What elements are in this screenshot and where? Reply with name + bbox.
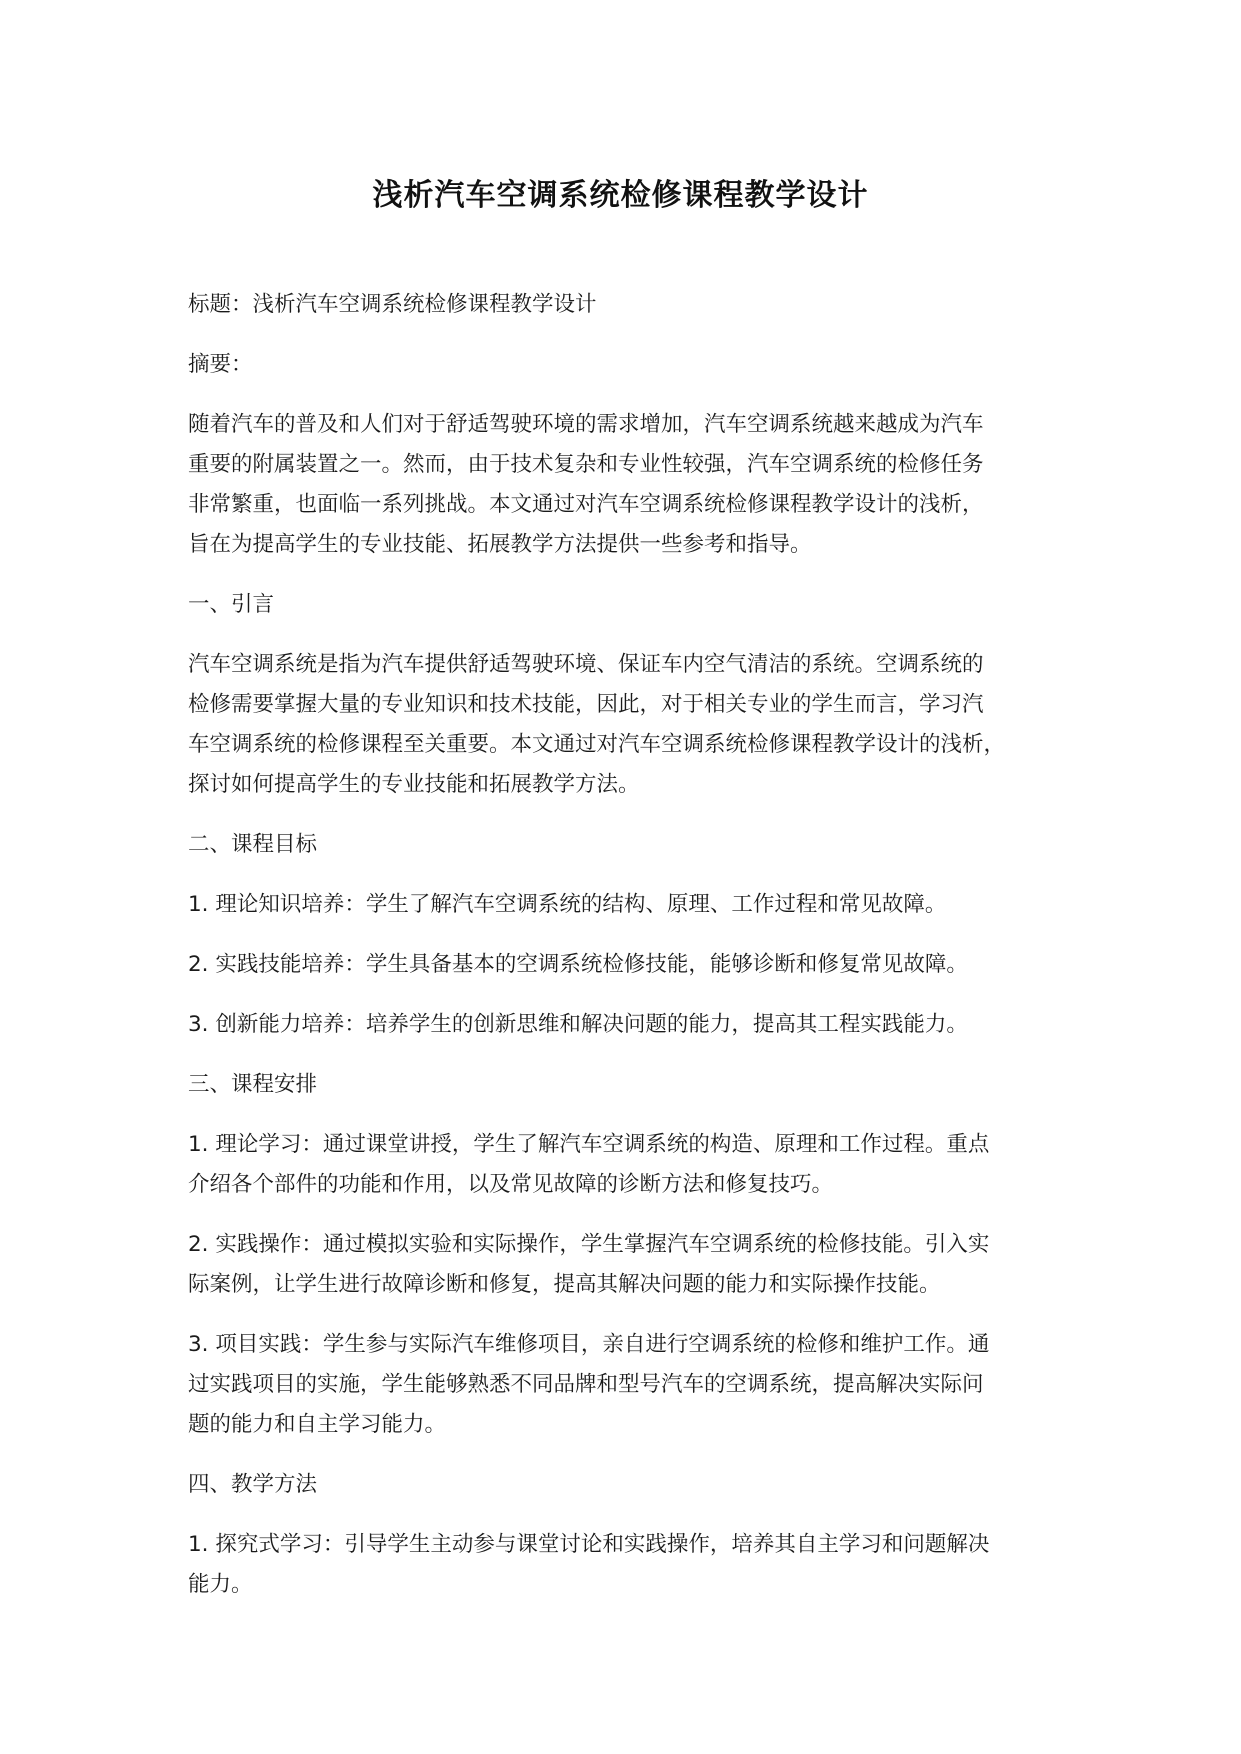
paragraph-abstract-label — [188, 345, 1078, 385]
text-line: 车空调系统的检修课程至关重要。本文通过对汽车空调系统检修课程教学设计的浅析， — [188, 732, 1006, 757]
text-line: 2. 实践技能培养：学生具备基本的空调系统检修技能，能够诊断和修复常见故障。 — [188, 952, 968, 977]
list-item-arrangement-3 — [188, 1325, 1078, 1445]
list-item-method-1 — [188, 1525, 1078, 1605]
section-heading-methods — [188, 1465, 1078, 1505]
text-line: 四、教学方法 — [188, 1472, 318, 1497]
text-line: 标题：浅析汽车空调系统检修课程教学设计 — [188, 292, 597, 317]
paragraph-title-label — [188, 285, 1078, 325]
text-line: 二、课程目标 — [188, 832, 318, 857]
text-line: 1. 探究式学习：引导学生主动参与课堂讨论和实践操作，培养其自主学习和问题解决 — [188, 1532, 990, 1557]
text-line: 摘要： — [188, 352, 253, 377]
text-line: 非常繁重，也面临一系列挑战。本文通过对汽车空调系统检修课程教学设计的浅析， — [188, 492, 984, 517]
paragraph-intro — [188, 645, 1078, 805]
text-line: 1. 理论学习：通过课堂讲授，学生了解汽车空调系统的构造、原理和工作过程。重点 — [188, 1132, 990, 1157]
text-line: 介绍各个部件的功能和作用，以及常见故障的诊断方法和修复技巧。 — [188, 1172, 834, 1197]
text-line: 1. 理论知识培养：学生了解汽车空调系统的结构、原理、工作过程和常见故障。 — [188, 892, 947, 917]
text-line: 检修需要掌握大量的专业知识和技术技能，因此，对于相关专业的学生而言，学习汽 — [188, 692, 984, 717]
text-line: 际案例，让学生进行故障诊断和修复，提高其解决问题的能力和实际操作技能。 — [188, 1272, 941, 1297]
text-line: 三、课程安排 — [188, 1072, 318, 1097]
text-line: 旨在为提高学生的专业技能、拓展教学方法提供一些参考和指导。 — [188, 532, 812, 557]
text-line: 2. 实践操作：通过模拟实验和实际操作，学生掌握汽车空调系统的检修技能。引入实 — [188, 1232, 990, 1257]
text-line: 汽车空调系统是指为汽车提供舒适驾驶环境、保证车内空气清洁的系统。空调系统的 — [188, 652, 984, 677]
text-line: 3. 项目实践：学生参与实际汽车维修项目，亲自进行空调系统的检修和维护工作。通 — [188, 1332, 990, 1357]
document-title: 浅析汽车空调系统检修课程教学设计 — [372, 178, 869, 213]
text-line: 过实践项目的实施，学生能够熟悉不同品牌和型号汽车的空调系统，提高解决实际问 — [188, 1372, 984, 1397]
text-line: 3. 创新能力培养：培养学生的创新思维和解决问题的能力，提高其工程实践能力。 — [188, 1012, 968, 1037]
section-heading-intro — [188, 585, 1078, 625]
list-item-goal-3 — [188, 1005, 1078, 1045]
section-heading-goals — [188, 825, 1078, 865]
text-line: 探讨如何提高学生的专业技能和拓展教学方法。 — [188, 772, 640, 797]
section-heading-arrangement — [188, 1065, 1078, 1105]
paragraph-abstract — [188, 405, 1078, 565]
text-line: 题的能力和自主学习能力。 — [188, 1412, 447, 1437]
text-line: 一、引言 — [188, 592, 275, 617]
list-item-goal-2 — [188, 945, 1078, 985]
list-item-arrangement-2 — [188, 1225, 1078, 1305]
text-line: 重要的附属装置之一。然而，由于技术复杂和专业性较强，汽车空调系统的检修任务 — [188, 452, 984, 477]
list-item-goal-1 — [188, 885, 1078, 925]
document-body — [188, 285, 1078, 1625]
list-item-arrangement-1 — [188, 1125, 1078, 1205]
text-line: 能力。 — [188, 1572, 253, 1597]
text-line: 随着汽车的普及和人们对于舒适驾驶环境的需求增加，汽车空调系统越来越成为汽车 — [188, 412, 984, 437]
